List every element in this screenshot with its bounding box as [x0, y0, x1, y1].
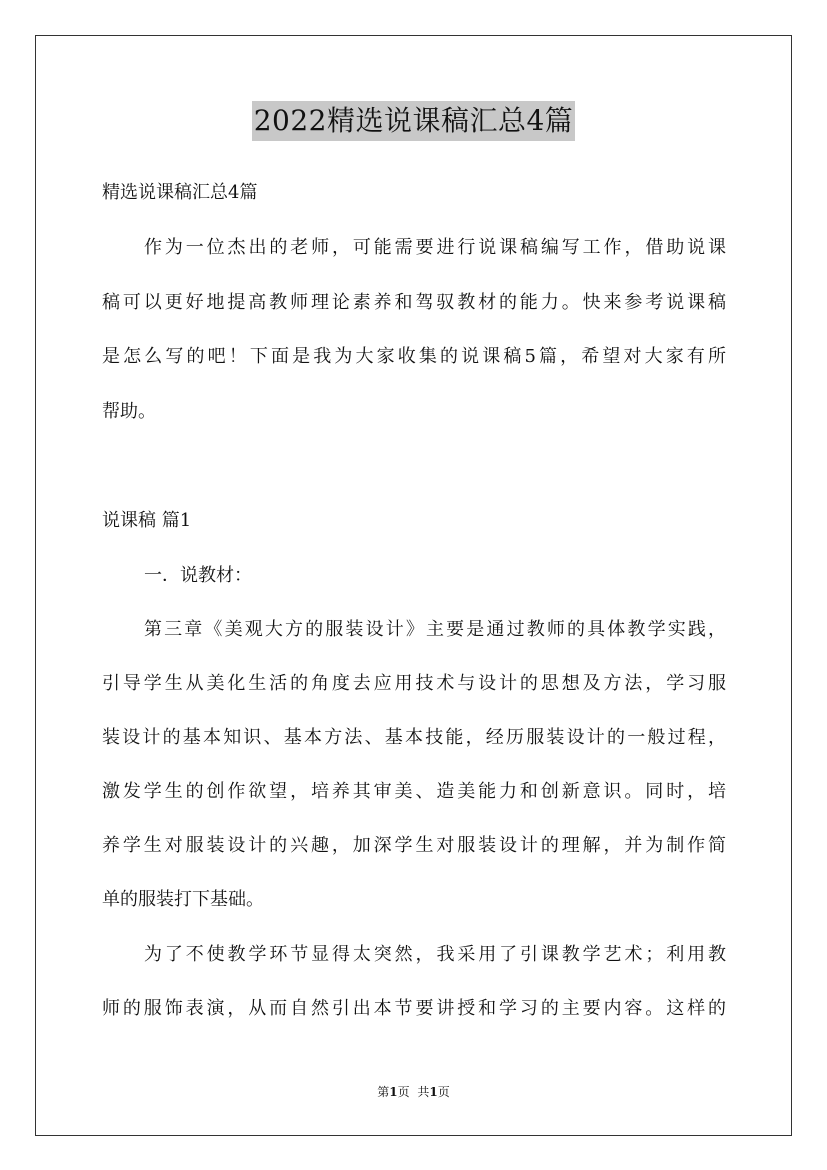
- paragraph1-line-6: 单的服装打下基础。: [102, 889, 264, 910]
- footer-total-unit: 页: [437, 1085, 450, 1099]
- paragraph2-line-1: 为了不使教学环节显得太突然，我采用了引课教学艺术；利用教: [144, 944, 726, 965]
- paragraph1-line-2: 引导学生从美化生活的角度去应用技术与设计的思想及方法，学习服: [102, 673, 726, 694]
- footer-total-pages: 1: [429, 1085, 438, 1099]
- intro-line-1: 作为一位杰出的老师，可能需要进行说课稿编写工作，借助说课: [144, 237, 726, 258]
- intro-line-2: 稿可以更好地提高教师理论素养和驾驭教材的能力。快来参考说课稿: [102, 292, 726, 313]
- subsection-heading: 一．说教材：: [144, 565, 252, 586]
- footer-page-unit: 页: [397, 1085, 410, 1099]
- footer-current-page: 1: [389, 1085, 398, 1099]
- paragraph1-line-5: 养学生对服装设计的兴趣，加深学生对服装设计的理解，并为制作简: [102, 835, 726, 856]
- intro-line-3: 是怎么写的吧！下面是我为大家收集的说课稿5篇，希望对大家有所: [102, 346, 726, 367]
- document-subtitle: 精选说课稿汇总4篇: [102, 182, 258, 203]
- paragraph1-line-3: 装设计的基本知识、基本方法、基本技能，经历服装设计的一般过程，: [102, 727, 726, 748]
- title-container: [0, 101, 827, 141]
- footer-prefix: 第: [377, 1085, 390, 1099]
- paragraph1-line-4: 激发学生的创作欲望，培养其审美、造美能力和创新意识。同时，培: [102, 781, 726, 802]
- footer-total-prefix: 共: [417, 1085, 430, 1099]
- paragraph1-line-1: 第三章《美观大方的服装设计》主要是通过教师的具体教学实践，: [144, 619, 726, 640]
- page-footer: [0, 1084, 827, 1100]
- intro-line-4: 帮助。: [102, 401, 156, 422]
- section-heading: 说课稿 篇1: [102, 510, 192, 531]
- document-title: 2022精选说课稿汇总4篇: [252, 101, 576, 141]
- paragraph2-line-2: 师的服饰表演，从而自然引出本节要讲授和学习的主要内容。这样的: [102, 998, 726, 1019]
